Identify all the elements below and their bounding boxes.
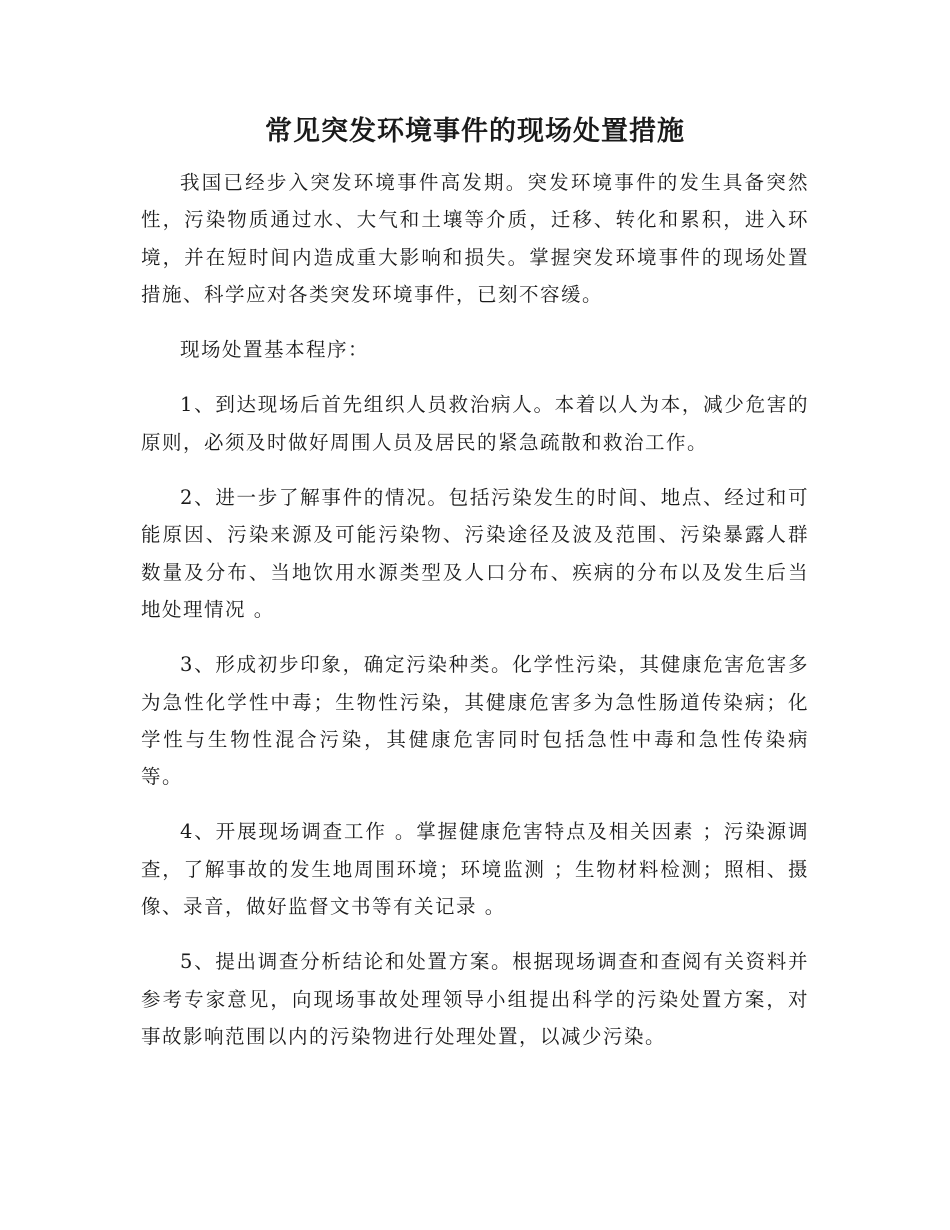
step-4-paragraph: 4、开展现场调查工作 。掌握健康危害特点及相关因素 ；污染源调查，了解事故的发生地周围环境；环境监测 ；生物材料检测；照相、摄像、录音，做好监督文书等有关记录 。: [141, 820, 809, 919]
procedure-heading: 现场处置基本程序：: [180, 338, 370, 362]
document-title: 常见突发环境事件的现场处置措施: [265, 116, 685, 147]
document-body: [141, 164, 809, 1073]
step-3-paragraph: 3、形成初步印象，确定污染种类。化学性污染，其健康危害危害多为急性化学性中毒；生物性污染，其健康危害多为急性肠道传染病；化学性与生物性混合污染，其健康危害同时包括急性中毒和急性传染病等。: [141, 653, 809, 789]
intro-paragraph: 我国已经步入突发环境事件高发期。突发环境事件的发生具备突然性，污染物质通过水、大气和土壤等介质，迁移、转化和累积，进入环境，并在短时间内造成重大影响和损失。掌握突发环境事件的现场处置措施、科学应对各类突发环境事件，已刻不容缓。: [141, 171, 809, 306]
step-1-paragraph: 1、到达现场后首先组织人员救治病人。本着以人为本，减少危害的原则，必须及时做好周围人员及居民的紧急疏散和救治工作。: [141, 393, 809, 454]
step-2-paragraph: 2、进一步了解事件的情况。包括污染发生的时间、地点、经过和可能原因、污染来源及可能污染物、污染途径及波及范围、污染暴露人群数量及分布、当地饮用水源类型及人口分布、疾病的分布以及发生后当地处理情况 。: [141, 486, 809, 621]
step-5-paragraph: 5、提出调查分析结论和处置方案。根据现场调查和查阅有关资料并参考专家意见，向现场事故处理领导小组提出科学的污染处置方案，对事故影响范围以内的污染物进行处理处置，以减少污染。: [141, 950, 809, 1048]
